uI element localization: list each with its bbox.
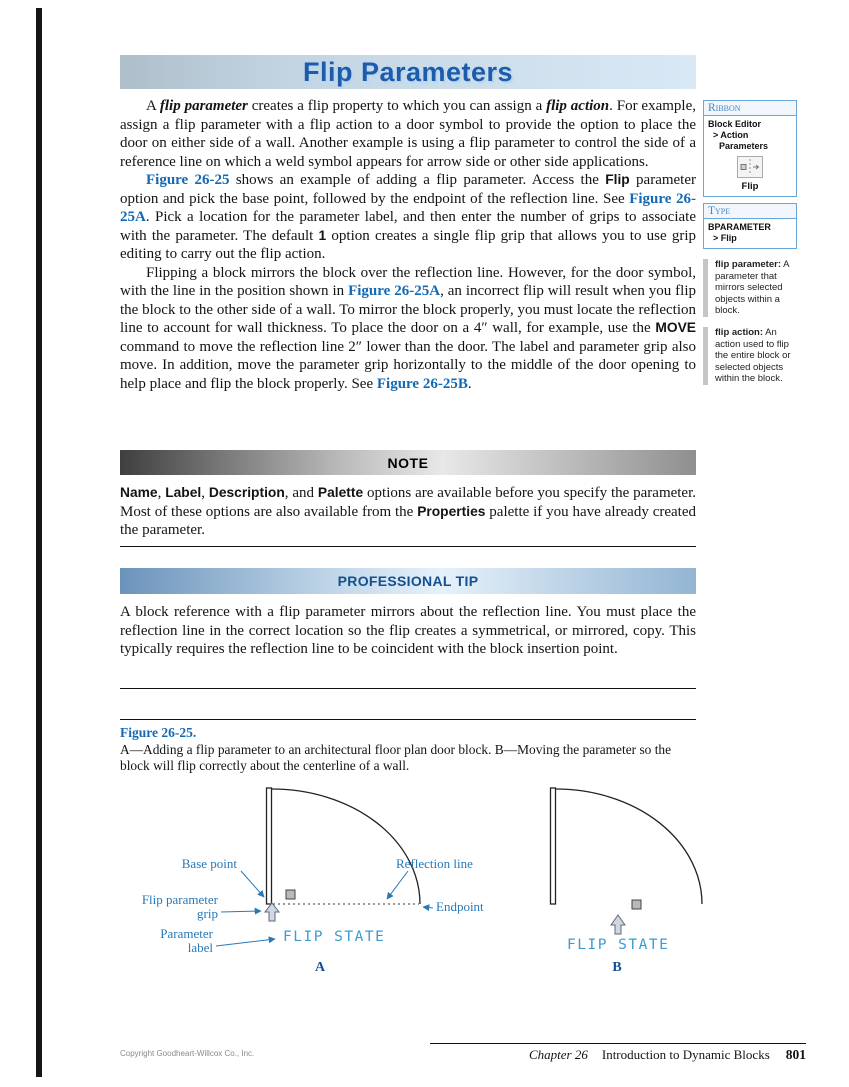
text-run: Description (208, 485, 285, 500)
text-run: Palette (317, 485, 364, 500)
text-run: options are available before you specify the parameter. Most of these options are also available from the (120, 485, 697, 520)
text-run: shows an example of adding a flip parameter. Access the (229, 172, 606, 188)
text-run: Flip (605, 172, 630, 187)
door-leaf-a (267, 788, 272, 904)
figure-reference-link[interactable]: Figure 26-25A (348, 283, 441, 299)
footer-rule (430, 1043, 806, 1044)
grip-square-a (286, 890, 295, 899)
text-run: . For example, assign a flip parameter with a flip action to a door symbol to provide the option to place the door on either side of a wall. Another example is using a flip parameter to control the side of a reference line on which a weld symbol appears for arrow side or other side applications. (120, 98, 696, 170)
flip-parameter-grip-label-line1: Flip parameter (141, 892, 218, 907)
text-run: Properties (417, 503, 486, 519)
figure-reference-link[interactable]: Figure 26-25A (120, 190, 696, 225)
definition-flip-parameter (703, 259, 797, 317)
figure-label: Figure 26-25. (120, 725, 197, 740)
text-run: , (201, 485, 209, 501)
type-header: Type (704, 204, 796, 219)
leader-flip-parameter-grip (221, 911, 261, 912)
text-run: Label (165, 485, 202, 500)
chapter-title: Introduction to Dynamic Blocks (601, 1047, 770, 1062)
ribbon-path-line2: > Action (713, 130, 749, 140)
footer-right (430, 1047, 806, 1063)
endpoint-label: Endpoint (436, 899, 484, 914)
definition-term: flip action: (715, 326, 764, 338)
command-line2: > Flip (713, 233, 737, 243)
title-banner (120, 55, 696, 89)
flip-parameter-icon (737, 156, 763, 178)
leader-parameter-label (216, 939, 275, 946)
professional-tip-banner (120, 568, 696, 594)
ribbon-path-line3: Parameters (719, 141, 769, 151)
body-paragraph-2 (120, 171, 696, 264)
type-box (703, 203, 797, 249)
text-run: parameter option and pick the base point, followed by the endpoint of the reflection line. See (120, 172, 696, 207)
tip-divider (120, 688, 696, 689)
text-run: command to move the reflection line 2″ lower than the door. The label and parameter grip also move. In addition, move the parameter grip horizontally to the middle of the door opening to help place and flip the block properly. See (120, 338, 696, 392)
ribbon-header: Ribbon (704, 101, 796, 116)
flip-state-text-b: FLIP STATE (567, 937, 670, 953)
diagram-b-label: B (612, 960, 622, 975)
chapter-label: Chapter 26 (528, 1047, 588, 1062)
text-run: flip parameter (159, 98, 248, 114)
text-run: . Pick a location for the parameter label, and then enter the number of grips to associate with the parameter. The default (120, 209, 696, 244)
definition-text: An action used to flip the entire block or selected objects within the block. (715, 326, 791, 385)
figure-reference-link[interactable]: Figure 26-25 (146, 172, 230, 188)
parameter-label-line2: label (187, 940, 213, 955)
page-title: Flip Parameters (302, 56, 514, 87)
door-block-a (265, 788, 420, 921)
parameter-label-line1: Parameter (160, 926, 213, 941)
flip-grip-arrow-b (611, 915, 625, 934)
grip-square-b (632, 900, 641, 909)
body-text (120, 97, 696, 393)
definition-term: flip parameter: (715, 259, 781, 270)
text-run: . (467, 375, 472, 392)
page-edge-bar (36, 8, 42, 1077)
door-swing-arc-b (556, 789, 702, 904)
ribbon-box (703, 100, 797, 197)
reflection-line-label: Reflection line (396, 856, 473, 871)
leader-endpoint (423, 907, 433, 908)
text-run: creates a flip property to which you can assign a (247, 98, 547, 114)
definition-text: A parameter that mirrors selected objects within a block. (715, 259, 789, 317)
body-paragraph-1 (120, 97, 696, 171)
text-run: option creates a single flip grip that allows you to use grip editing to carry out the flip action. (120, 227, 696, 262)
text-run: , (157, 485, 166, 501)
flip-parameter-grip-label-line2: grip (197, 906, 218, 921)
text-run: palette if you have already created the parameter. (120, 503, 696, 538)
command-line1: BPARAMETER (708, 222, 771, 232)
text-run: , and (284, 485, 318, 501)
door-block-b (551, 788, 703, 934)
figure-divider (120, 719, 696, 720)
figure-reference-link[interactable]: Figure 26-25B (376, 375, 468, 392)
figure-26-25-diagram (120, 780, 705, 985)
text-run: flip action (546, 98, 610, 114)
definition-flip-action (703, 327, 797, 385)
text-run: , an incorrect flip will result when you flip the block to the other side of a wall. To mirror the block properly, you must locate the reflection line to account for wall thickness. To place the door on a 4″ wall, for example, use the (120, 283, 696, 336)
page-number: 801 (785, 1047, 806, 1062)
note-text (120, 484, 696, 540)
ribbon-path-line1: Block Editor (708, 119, 762, 129)
professional-tip-text: A block reference with a flip parameter mirrors about the reflection line. You must place the reflection line in the correct location so the flip creates a symmetrical, or mirrored, copy. This typically requires the reflection line to be coincident with the block insertion point. (120, 604, 696, 657)
text-run: Flipping a block mirrors the block over the reflection line. However, for the door symbol, with the line in the position shown in (120, 264, 696, 299)
copyright-text: Copyright Goodheart-Willcox Co., Inc. (120, 1049, 255, 1058)
note-banner (120, 450, 696, 475)
reference-sidebar (703, 100, 797, 385)
door-leaf-b (551, 788, 556, 904)
diagram-a-label: A (314, 960, 326, 975)
flip-tool-label: Flip (741, 181, 759, 192)
text-run: 1 (318, 227, 327, 243)
professional-tip-title: PROFESSIONAL TIP (337, 573, 479, 589)
flip-state-text-a: FLIP STATE (283, 929, 386, 945)
text-run: MOVE (655, 320, 696, 335)
flip-grip-arrow-a (265, 903, 279, 921)
command-path (704, 219, 796, 248)
door-swing-arc-a (272, 789, 420, 904)
ribbon-path (704, 116, 796, 196)
leader-reflection-line (387, 871, 408, 899)
leader-base-point (241, 871, 264, 897)
note-divider (120, 546, 696, 547)
note-title: NOTE (387, 454, 429, 471)
text-run: A (146, 98, 160, 114)
text-run: Name (120, 485, 158, 500)
body-paragraph-3 (120, 264, 696, 394)
ribbon-tool (708, 156, 792, 192)
base-point-label: Base point (181, 856, 237, 871)
figure-caption: A—Adding a flip parameter to an architectural floor plan door block. B—Moving the parameter so the block will flip correctly about the centerline of a wall. (120, 742, 672, 774)
